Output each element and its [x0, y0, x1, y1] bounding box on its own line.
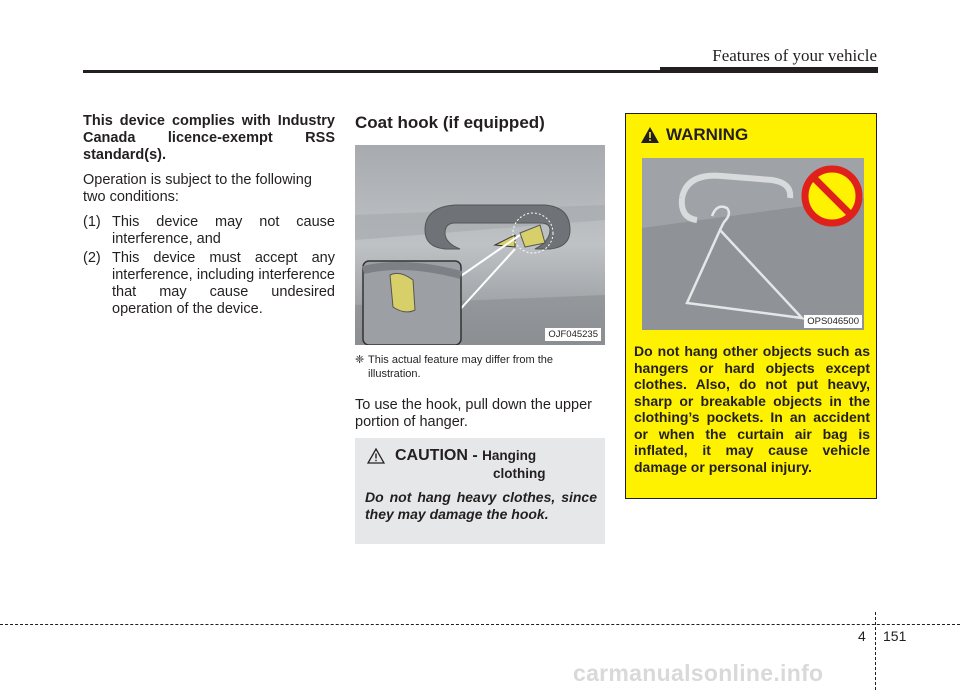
coat-hook-drawing [355, 145, 605, 345]
conditions-list [83, 214, 335, 318]
illustration-footnote [355, 353, 605, 381]
caution-body: Do not hang heavy clothes, since they may damage the hook. [365, 489, 597, 522]
caution-title: CAUTION - [395, 447, 478, 464]
section-title: Coat hook (if equipped) [355, 113, 545, 132]
page-number: 151 [883, 628, 907, 644]
condition-text: This device may not cause interference, and [112, 214, 335, 247]
footnote-mark: ❈ [355, 354, 365, 366]
hanger-prohibited-drawing [642, 158, 864, 330]
warning-header [640, 125, 748, 145]
caution-subtitle-line2: clothing [493, 466, 546, 481]
condition-item [83, 214, 335, 248]
warning-text: Do not hang other objects such as hangers or hard objects except clothes. Also, do not put heavy, sharp or breakable objects in the clothing’s pockets. In an accident or when the curtain air bag is inflated, it may cause vehicle damage or personal injury. [634, 343, 870, 475]
warning-title: WARNING [666, 125, 749, 144]
warning-illustration [642, 158, 864, 330]
warning-figure-code: OPS046500 [804, 315, 862, 328]
figure-code: OJF045235 [545, 328, 601, 341]
warning-triangle-icon [640, 126, 660, 144]
footer-vertical-rule [875, 612, 876, 690]
footnote-text: This actual feature may differ from the illustration. [368, 354, 554, 380]
coat-hook-illustration [355, 145, 605, 345]
compliance-statement: This device complies with Industry Canada licence-exempt RSS standard(s). [83, 113, 335, 163]
caution-box [355, 438, 605, 544]
left-column [83, 113, 335, 320]
chapter-number: 4 [858, 628, 866, 644]
caution-triangle-icon [367, 448, 385, 464]
conditions-intro: Operation is subject to the following two conditions: [83, 172, 312, 205]
condition-number: (1) [83, 214, 101, 230]
chapter-header-title: Features of your vehicle [712, 46, 877, 65]
caution-subtitle-line1: Hanging [482, 448, 537, 463]
condition-text: This device must accept any interference, including interference that may cause undesired operation of the device. [112, 250, 335, 317]
warning-box [625, 113, 877, 499]
usage-instruction: To use the hook, pull down the upper portion of hanger. [355, 397, 592, 430]
middle-column [355, 113, 605, 431]
watermark: carmanualsonline.info [573, 660, 824, 686]
caution-header [367, 447, 546, 483]
footer-rule [0, 624, 960, 625]
header-rule-accent [660, 67, 878, 73]
condition-number: (2) [83, 250, 101, 266]
condition-item [83, 250, 335, 318]
